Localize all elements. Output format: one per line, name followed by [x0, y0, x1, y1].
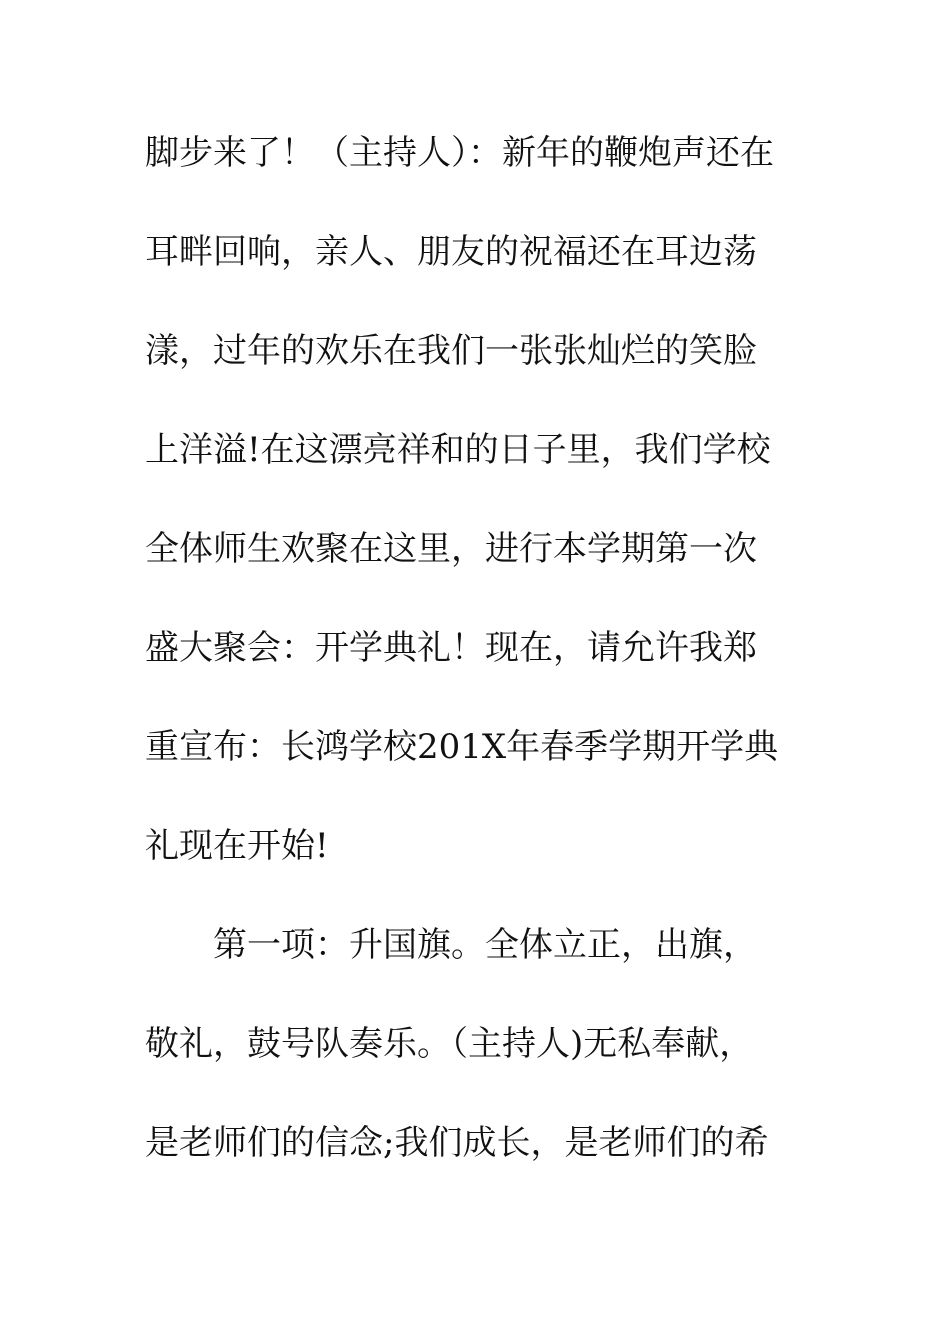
text-line: 礼现在开始!: [145, 826, 329, 866]
document-body: [145, 128, 825, 1217]
text-line: 全体师生欢聚在这里，进行本学期第一次: [145, 529, 757, 569]
text-line: 脚步来了！（主持人）：新年的鞭炮声还在: [145, 133, 774, 173]
text-line: 是老师们的信念;我们成长，是老师们的希: [145, 1123, 769, 1163]
text-line: 耳畔回响，亲人、朋友的祝福还在耳边荡: [145, 232, 757, 272]
text-line: 漾，过年的欢乐在我们一张张灿烂的笑脸: [145, 331, 757, 371]
text-line: 敬礼，鼓号队奏乐。（主持人)无私奉献，: [145, 1024, 754, 1064]
text-line: 上洋溢!在这漂亮祥和的日子里，我们学校: [145, 430, 771, 470]
paragraph-first-line: 第一项：升国旗。全体立正，出旗，: [213, 925, 757, 965]
text-line: 重宣布：长鸿学校201X年春季学期开学典: [145, 727, 779, 767]
text-line: 盛大聚会：开学典礼！现在，请允许我郑: [145, 628, 757, 668]
